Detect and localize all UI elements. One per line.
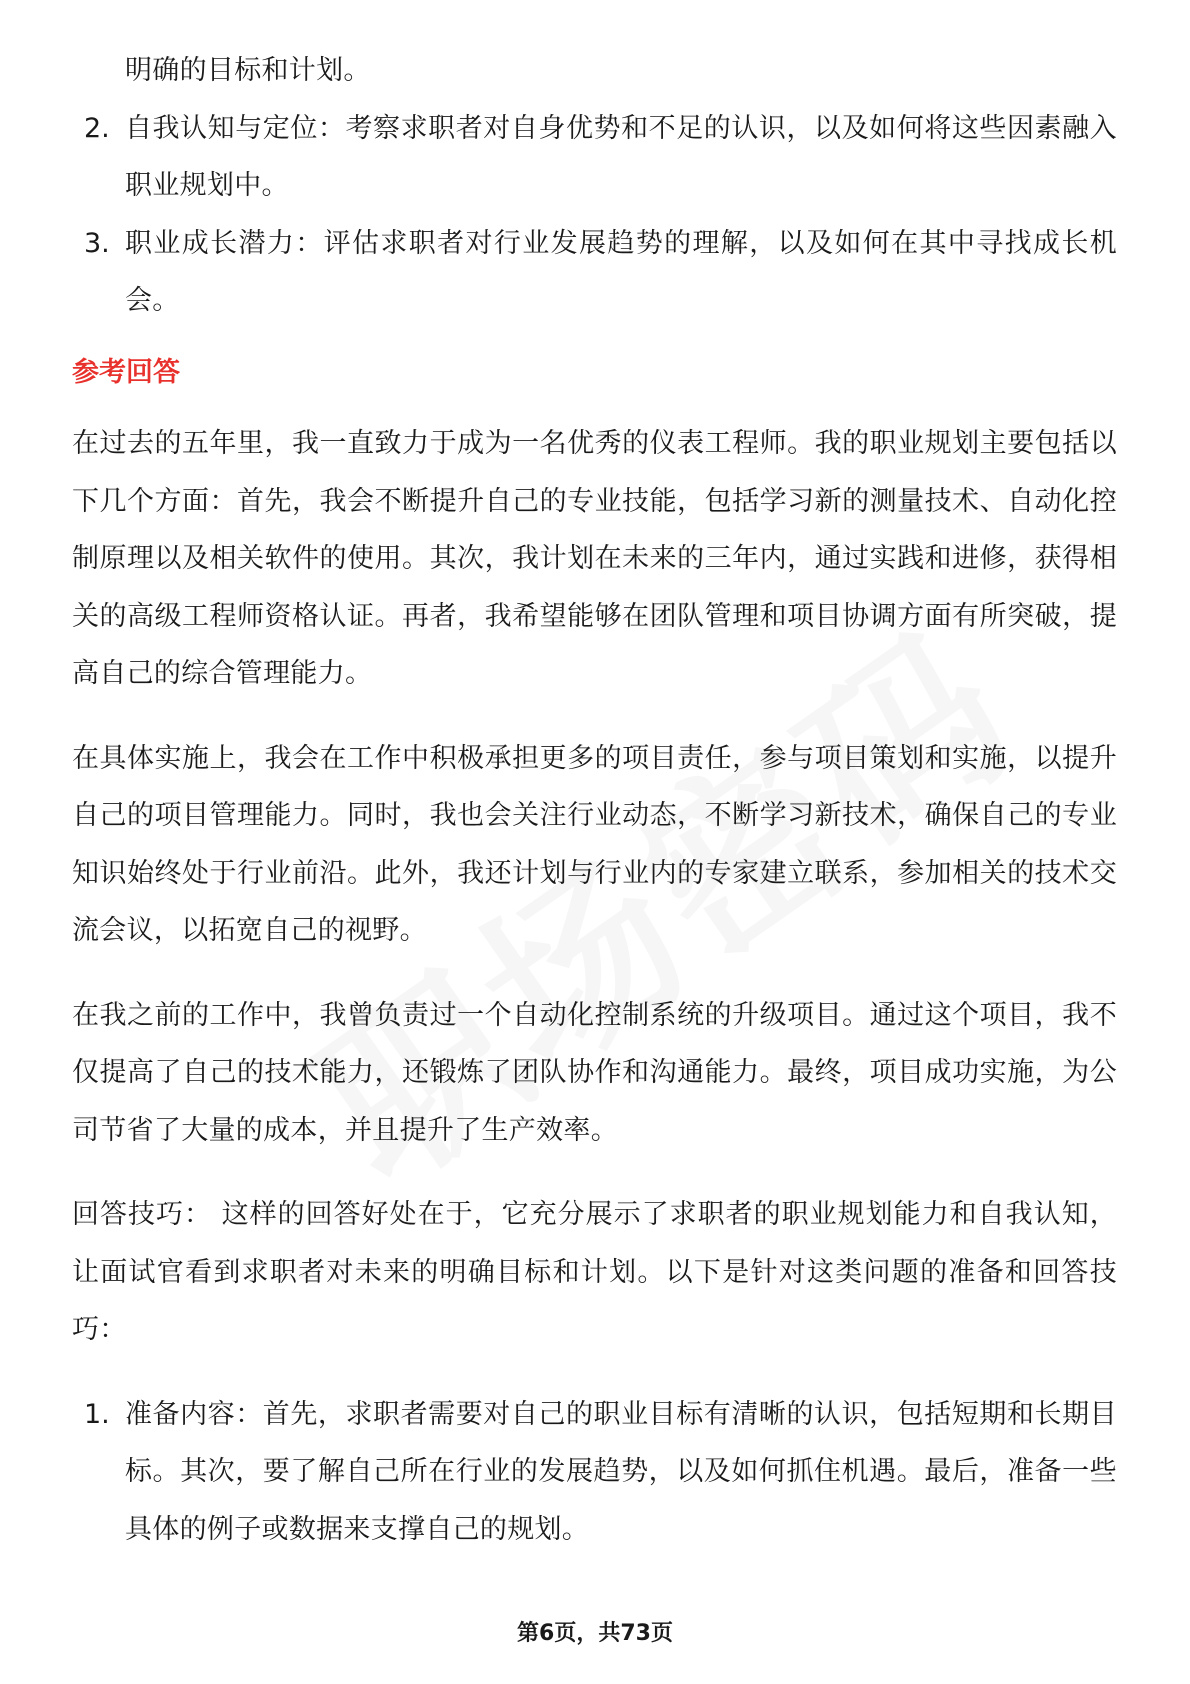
list-item-text: 明确的目标和计划。 xyxy=(125,55,371,86)
paragraph: 在我之前的工作中，我曾负责过一个自动化控制系统的升级项目。通过这个项目，我不仅提高了自己的技术能力，还锻炼了团队协作和沟通能力。最终，项目成功实施，为公司节省了大量的成本，并且提升了生产效率。 xyxy=(72,999,1117,1146)
list-number: 1. xyxy=(84,1398,110,1430)
section-heading: 参考回答 xyxy=(72,356,180,388)
paragraph: 在过去的五年里，我一直致力于成为一名优秀的仪表工程师。我的职业规划主要包括以下几个方面：首先，我会不断提升自己的专业技能，包括学习新的测量技术、自动化控制原理以及相关软件的使用。其次，我计划在未来的三年内，通过实践和进修，获得相关的高级工程师资格认证。再者，我希望能够在团队管理和项目协调方面有所突破，提高自己的综合管理能力。 xyxy=(72,428,1117,689)
page-footer: 第6页，共73页 xyxy=(517,1621,673,1646)
page-content xyxy=(72,42,1117,1558)
list-number: 2. xyxy=(84,112,110,144)
list-item xyxy=(72,100,1117,215)
paragraph: 回答技巧： 这样的回答好处在于，它充分展示了求职者的职业规划能力和自我认知，让面试官看到求职者对未来的明确目标和计划。以下是针对这类问题的准备和回答技巧： xyxy=(72,1199,1117,1345)
list-item-text: 准备内容：首先，求职者需要对自己的职业目标有清晰的认识，包括短期和长期目标。其次，要了解自己所在行业的发展趋势，以及如何抓住机遇。最后，准备一些具体的例子或数据来支撑自己的规划。 xyxy=(125,1398,1117,1545)
bottom-numbered-list xyxy=(72,1386,1117,1559)
list-item-text: 职业成长潜力：评估求职者对行业发展趋势的理解，以及如何在其中寻找成长机会。 xyxy=(125,227,1117,316)
list-item xyxy=(72,1386,1117,1559)
paragraph: 在具体实施上，我会在工作中积极承担更多的项目责任，参与项目策划和实施，以提升自己的项目管理能力。同时，我也会关注行业动态，不断学习新技术，确保自己的专业知识始终处于行业前沿。此外，我还计划与行业内的专家建立联系，参加相关的技术交流会议，以拓宽自己的视野。 xyxy=(72,742,1117,946)
list-item xyxy=(72,215,1117,330)
list-number: 3. xyxy=(84,227,110,259)
list-item-text: 自我认知与定位：考察求职者对自身优势和不足的认识，以及如何将这些因素融入职业规划中。 xyxy=(125,112,1117,201)
top-numbered-list xyxy=(72,100,1117,330)
list-item-continuation xyxy=(72,42,1117,100)
